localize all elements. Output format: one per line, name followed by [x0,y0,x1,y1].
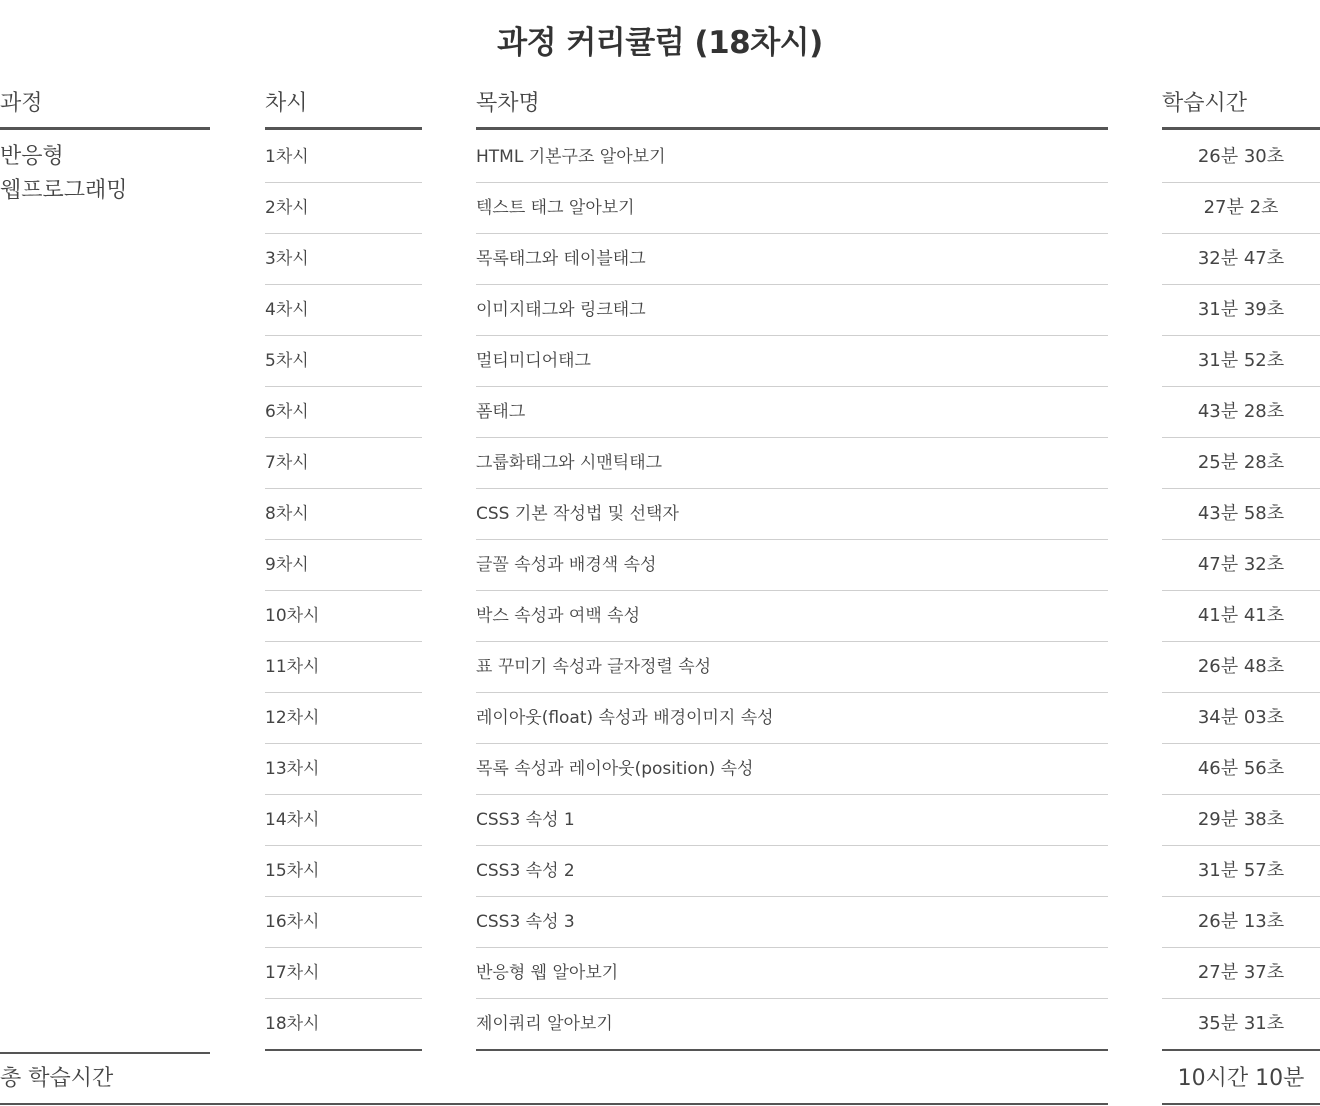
session-cell: 5차시 [265,336,422,387]
session-cell: 4차시 [265,285,422,336]
topic-cell: 목록 속성과 레이아웃(position) 속성 [476,744,1108,795]
session-cell: 3차시 [265,234,422,285]
session-cell: 11차시 [265,642,422,693]
topic-cell: 목록태그와 테이블태그 [476,234,1108,285]
topic-cell: CSS3 속성 2 [476,846,1108,897]
topic-cell: CSS3 속성 1 [476,795,1108,846]
session-cell: 8차시 [265,489,422,540]
time-cell: 31분 52초 [1162,336,1320,387]
topic-cell: CSS3 속성 3 [476,897,1108,948]
time-cell: 26분 48초 [1162,642,1320,693]
topic-cell: 레이아웃(float) 속성과 배경이미지 속성 [476,693,1108,744]
session-cell: 1차시 [265,132,422,183]
total-label: 총 학습시간 [0,1066,114,1091]
total-divider-main [0,1103,1108,1105]
total-value: 10시간 10분 [1177,1066,1305,1091]
session-cell: 2차시 [265,183,422,234]
header-topic: 목차명 [476,88,1108,130]
session-cell: 13차시 [265,744,422,795]
session-cell: 14차시 [265,795,422,846]
header-session: 차시 [265,88,422,130]
total-divider-time [1162,1103,1320,1105]
course-name-line1: 반응형 [0,144,64,169]
topic-cell: CSS 기본 작성법 및 선택자 [476,489,1108,540]
session-cell: 10차시 [265,591,422,642]
time-cell: 31분 39초 [1162,285,1320,336]
session-list [265,132,422,1051]
topic-cell: 이미지태그와 링크태그 [476,285,1108,336]
session-cell: 7차시 [265,438,422,489]
time-cell: 26분 13초 [1162,897,1320,948]
time-cell: 27분 2초 [1162,183,1320,234]
course-divider [0,1052,210,1054]
time-cell: 47분 32초 [1162,540,1320,591]
session-cell: 17차시 [265,948,422,999]
time-cell: 26분 30초 [1162,132,1320,183]
time-cell: 41분 41초 [1162,591,1320,642]
session-cell: 9차시 [265,540,422,591]
topic-cell: HTML 기본구조 알아보기 [476,132,1108,183]
session-cell: 15차시 [265,846,422,897]
time-cell: 43분 58초 [1162,489,1320,540]
time-list [1162,132,1320,1051]
session-cell: 18차시 [265,999,422,1051]
header-course: 과정 [0,88,210,130]
session-cell: 12차시 [265,693,422,744]
topic-cell: 글꼴 속성과 배경색 속성 [476,540,1108,591]
time-cell: 29분 38초 [1162,795,1320,846]
topic-cell: 그룹화태그와 시맨틱태그 [476,438,1108,489]
course-name-line2: 웹프로그래밍 [0,178,128,203]
header-time: 학습시간 [1162,88,1320,130]
session-cell: 16차시 [265,897,422,948]
time-cell: 34분 03초 [1162,693,1320,744]
topic-cell: 반응형 웹 알아보기 [476,948,1108,999]
time-cell: 25분 28초 [1162,438,1320,489]
topic-cell: 표 꾸미기 속성과 글자정렬 속성 [476,642,1108,693]
time-cell: 43분 28초 [1162,387,1320,438]
time-cell: 27분 37초 [1162,948,1320,999]
topic-cell: 제이쿼리 알아보기 [476,999,1108,1051]
topic-list [476,132,1108,1051]
time-cell: 32분 47초 [1162,234,1320,285]
time-cell: 46분 56초 [1162,744,1320,795]
page-title: 과정 커리큘럼 (18차시) [497,24,823,61]
time-cell: 35분 31초 [1162,999,1320,1051]
topic-cell: 폼태그 [476,387,1108,438]
topic-cell: 박스 속성과 여백 속성 [476,591,1108,642]
time-cell: 31분 57초 [1162,846,1320,897]
topic-cell: 텍스트 태그 알아보기 [476,183,1108,234]
session-cell: 6차시 [265,387,422,438]
topic-cell: 멀티미디어태그 [476,336,1108,387]
course-name [0,140,210,208]
